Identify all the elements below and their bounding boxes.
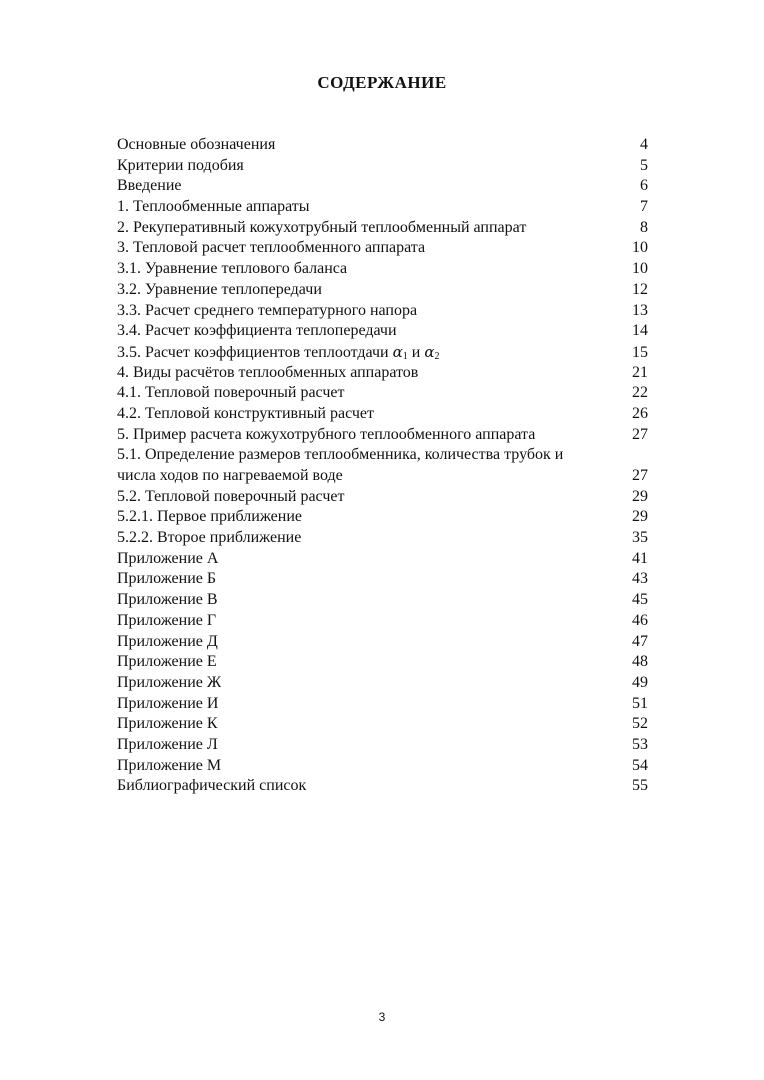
toc-entry-title: Приложение М xyxy=(117,756,222,774)
toc-entry-title: 4. Виды расчётов теплообменных аппаратов xyxy=(117,363,419,381)
toc-row[interactable] xyxy=(117,176,648,197)
toc-entry-page: 54 xyxy=(632,756,648,774)
toc-entry-page: 21 xyxy=(632,363,648,381)
toc-row[interactable] xyxy=(117,280,648,301)
toc-entry-page: 12 xyxy=(632,280,648,298)
toc-entry-title: Приложение В xyxy=(117,591,218,609)
toc-row[interactable] xyxy=(117,238,648,259)
toc-row[interactable] xyxy=(117,590,648,611)
toc-row[interactable] xyxy=(117,156,648,177)
toc-row[interactable] xyxy=(117,776,648,797)
toc-row[interactable] xyxy=(117,632,648,653)
toc-row[interactable] xyxy=(117,445,648,486)
toc-entry-page: 52 xyxy=(632,715,648,733)
toc-entry-title: 3.4. Расчет коэффициента теплопередачи xyxy=(117,322,397,340)
toc-entry-page: 4 xyxy=(640,136,648,153)
toc-entry-title: Приложение Г xyxy=(117,611,217,629)
toc-row[interactable] xyxy=(117,714,648,735)
toc-row[interactable] xyxy=(117,549,648,570)
toc-entry-title: Библиографический список xyxy=(117,777,307,795)
toc-row[interactable] xyxy=(117,756,648,777)
toc-row[interactable] xyxy=(117,135,648,156)
toc-entry-page: 29 xyxy=(632,508,648,526)
toc-row[interactable] xyxy=(117,569,648,590)
toc-row[interactable] xyxy=(117,652,648,673)
page-number: 3 xyxy=(378,1010,386,1024)
toc-row[interactable] xyxy=(117,611,648,632)
toc-entry-title: 5.2. Тепловой поверочный расчет xyxy=(117,487,345,505)
toc-row[interactable] xyxy=(117,507,648,528)
toc-entry-page: 10 xyxy=(632,239,648,257)
toc-entry-page: 43 xyxy=(632,570,648,588)
toc-row[interactable] xyxy=(117,197,648,218)
toc-entry-page: 49 xyxy=(632,673,648,691)
toc-row[interactable] xyxy=(117,259,648,280)
toc-entry-page: 47 xyxy=(632,632,648,650)
alpha-subscript: 1 xyxy=(402,350,408,362)
toc-entry-title: Приложение Е xyxy=(117,653,217,671)
toc-entry-page: 14 xyxy=(632,322,648,340)
toc-entry-title: Приложение А xyxy=(117,549,219,567)
toc-entry-page: 7 xyxy=(640,198,648,216)
toc-row[interactable] xyxy=(117,673,648,694)
toc-entry-title: 1. Теплообменные аппараты xyxy=(117,198,310,216)
toc-entry-page: 55 xyxy=(632,777,648,795)
toc-entry-page: 41 xyxy=(632,549,648,567)
toc-entry-title: 2. Рекуперативный кожухотрубный теплообменный аппарат xyxy=(117,218,527,236)
toc-entry-title: Основные обозначения xyxy=(117,136,276,153)
toc-entry-title: Приложение Л xyxy=(117,735,218,753)
toc-entry-page: 48 xyxy=(632,653,648,671)
toc-entry-title: Приложение Б xyxy=(117,570,217,588)
toc-row[interactable] xyxy=(117,321,648,342)
alpha-symbol: α xyxy=(424,342,435,361)
toc-entry-title: 5.2.2. Второе приближение xyxy=(117,529,302,547)
toc-row[interactable] xyxy=(117,694,648,715)
toc-row[interactable] xyxy=(117,487,648,508)
toc-entry-title: Приложение К xyxy=(117,715,218,733)
toc-entry-page: 27 xyxy=(632,467,648,484)
table-of-contents xyxy=(117,135,648,797)
toc-entry-page: 6 xyxy=(640,177,648,195)
alpha-symbol: α xyxy=(392,342,403,361)
toc-entry-page: 53 xyxy=(632,735,648,753)
toc-entry-title: Приложение Ж xyxy=(117,673,222,691)
toc-entry-title: 3.5. Расчет коэффициентов теплоотдачи xyxy=(117,343,389,361)
page-title: СОДЕРЖАНИЕ xyxy=(317,73,447,92)
toc-entry-page: 51 xyxy=(632,694,648,712)
toc-row[interactable] xyxy=(117,528,648,549)
toc-row[interactable] xyxy=(117,383,648,404)
toc-entry-page: 8 xyxy=(640,218,648,236)
toc-entry-title: 5.2.1. Первое приближение xyxy=(117,508,302,526)
toc-row[interactable] xyxy=(117,342,648,363)
toc-entry-title: 3.2. Уравнение теплопередачи xyxy=(117,280,322,298)
toc-entry-page: 5 xyxy=(640,156,648,174)
toc-entry-page: 35 xyxy=(632,529,648,547)
toc-row[interactable] xyxy=(117,425,648,446)
toc-entry-page: 15 xyxy=(632,343,648,361)
toc-entry-title: 4.2. Тепловой конструктивный расчет xyxy=(117,404,374,422)
toc-entry-page: 26 xyxy=(632,404,648,422)
toc-entry-title: Введение xyxy=(117,177,182,195)
toc-entry-title: 3. Тепловой расчет теплообменного аппарата xyxy=(117,239,426,257)
toc-row[interactable] xyxy=(117,735,648,756)
toc-row[interactable] xyxy=(117,218,648,239)
toc-row[interactable] xyxy=(117,301,648,322)
toc-entry-title: 4.1. Тепловой поверочный расчет xyxy=(117,384,345,402)
toc-entry-page: 22 xyxy=(632,384,648,402)
conjunction: и xyxy=(411,343,421,361)
toc-entry-title: 3.1. Уравнение теплового баланса xyxy=(117,260,348,278)
toc-entry-page: 10 xyxy=(632,260,648,278)
toc-entry-title: 5.1. Определение размеров теплообменника, количества трубок и числа ходов по нагреваемой воде xyxy=(117,446,564,484)
toc-row[interactable] xyxy=(117,404,648,425)
toc-entry-title: 3.3. Расчет среднего температурного напора xyxy=(117,301,418,319)
toc-entry-page: 27 xyxy=(632,425,648,443)
toc-entry-page: 45 xyxy=(632,591,648,609)
alpha-subscript: 2 xyxy=(434,350,440,362)
toc-entry-title: Критерии подобия xyxy=(117,156,244,174)
toc-entry-title: 5. Пример расчета кожухотрубного теплообменного аппарата xyxy=(117,425,536,443)
toc-row[interactable] xyxy=(117,363,648,384)
toc-entry-page: 13 xyxy=(632,301,648,319)
toc-entry-page: 29 xyxy=(632,487,648,505)
toc-entry-page: 46 xyxy=(632,611,648,629)
toc-entry-title: Приложение Д xyxy=(117,632,218,650)
toc-entry-title: Приложение И xyxy=(117,694,219,712)
